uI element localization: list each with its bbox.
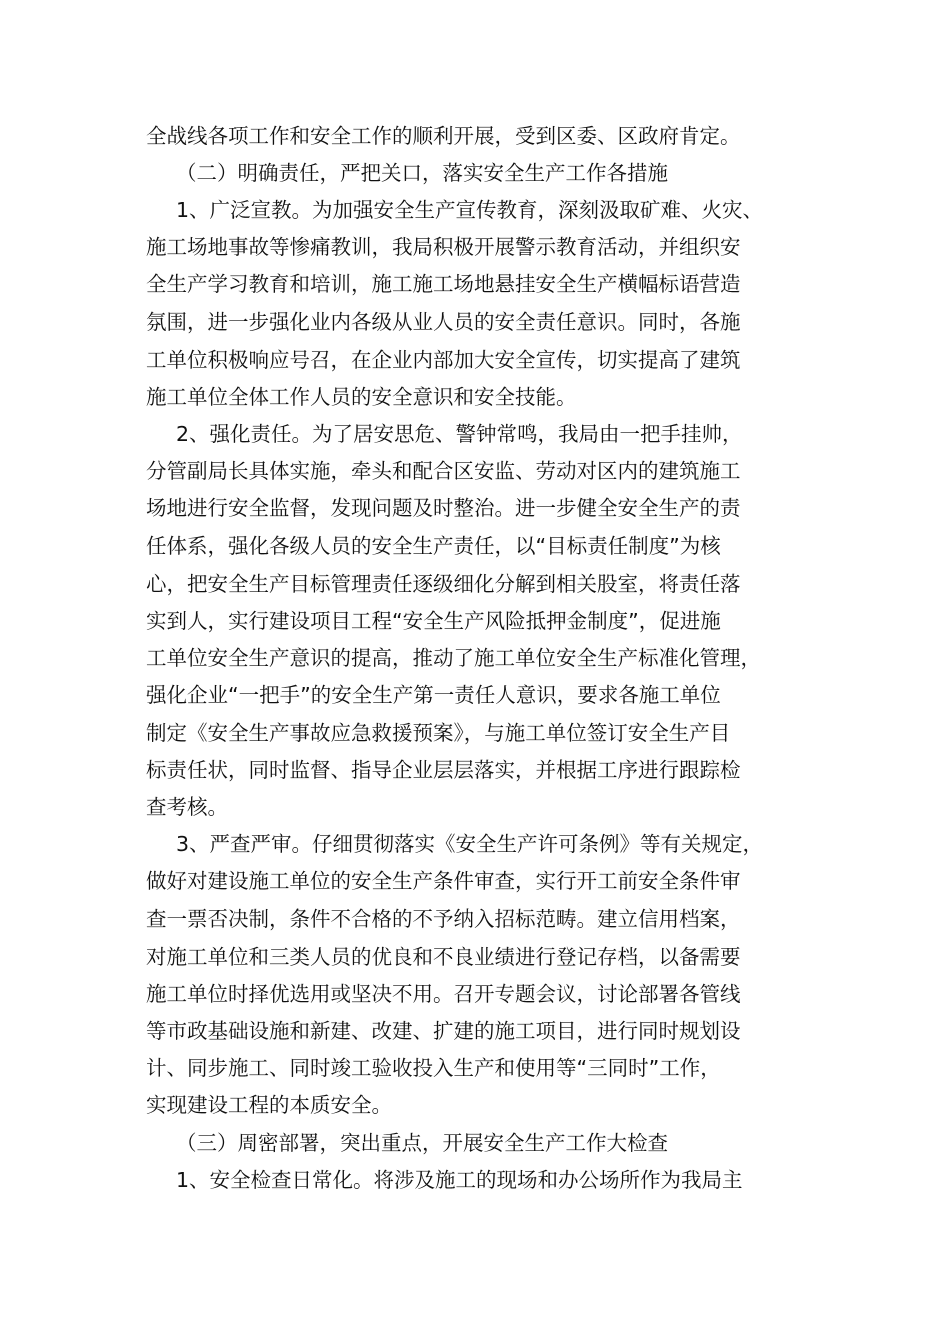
text-line: 施工场地事故等惨痛教训，我局积极开展警示教育活动，并组织安 bbox=[146, 235, 741, 259]
text-line: 工单位安全生产意识的提高，推动了施工单位安全生产标准化管理， bbox=[146, 646, 761, 670]
text-line: 分管副局长具体实施，牵头和配合区安监、劳动对区内的建筑施工 bbox=[146, 459, 741, 483]
text-line: 标责任状，同时监督、指导企业层层落实，并根据工序进行跟踪检 bbox=[146, 758, 741, 782]
text-line: 查一票否决制，条件不合格的不予纳入招标范畴。建立信用档案， bbox=[146, 907, 741, 931]
text-line: 查考核。 bbox=[146, 795, 228, 819]
text-line: 施工单位时择优选用或坚决不用。召开专题会议，讨论部署各管线 bbox=[146, 982, 741, 1006]
text-line: 2、强化责任。为了居安思危、警钟常鸣，我局由一把手挂帅， bbox=[176, 422, 743, 446]
text-line: 强化企业“一把手”的安全生产第一责任人意识，要求各施工单位 bbox=[146, 683, 721, 707]
text-line: 全生产学习教育和培训，施工施工场地悬挂安全生产横幅标语营造 bbox=[146, 272, 741, 296]
section-heading: （二）明确责任，严把关口，落实安全生产工作各措施 bbox=[176, 161, 668, 185]
text-line: 做好对建设施工单位的安全生产条件审查，实行开工前安全条件审 bbox=[146, 869, 741, 893]
section-heading: （三）周密部署，突出重点，开展安全生产工作大检查 bbox=[176, 1131, 668, 1155]
text-line: 1、广泛宣教。为加强安全生产宣传教育，深刻汲取矿难、火灾、 bbox=[176, 198, 764, 222]
text-line: 3、严查严审。仔细贯彻落实《安全生产许可条例》等有关规定， bbox=[176, 832, 764, 856]
text-line: 场地进行安全监督，发现问题及时整治。进一步健全安全生产的责 bbox=[146, 496, 741, 520]
text-line: 心，把安全生产目标管理责任逐级细化分解到相关股室，将责任落 bbox=[146, 572, 741, 596]
text-line: 工单位积极响应号召，在企业内部加大安全宣传，切实提高了建筑 bbox=[146, 348, 741, 372]
text-line: 氛围，进一步强化业内各级从业人员的安全责任意识。同时，各施 bbox=[146, 310, 741, 334]
text-line: 对施工单位和三类人员的优良和不良业绩进行登记存档，以备需要 bbox=[146, 945, 741, 969]
text-line: 实到人，实行建设项目工程“安全生产风险抵押金制度”，促进施 bbox=[146, 609, 721, 633]
text-line: 1、安全检查日常化。将涉及施工的现场和办公场所作为我局主 bbox=[176, 1168, 743, 1192]
text-line: 等市政基础设施和新建、改建、扩建的施工项目，进行同时规划设 bbox=[146, 1019, 741, 1043]
text-line: 实现建设工程的本质安全。 bbox=[146, 1093, 392, 1117]
text-line: 计、同步施工、同时竣工验收投入生产和使用等“三同时”工作， bbox=[146, 1056, 721, 1080]
text-line: 全战线各项工作和安全工作的顺利开展，受到区委、区政府肯定。 bbox=[146, 124, 741, 148]
text-line: 施工单位全体工作人员的安全意识和安全技能。 bbox=[146, 385, 577, 409]
text-line: 制定《安全生产事故应急救援预案》，与施工单位签订安全生产目 bbox=[146, 721, 731, 745]
text-line: 任体系，强化各级人员的安全生产责任，以“目标责任制度”为核 bbox=[146, 534, 721, 558]
